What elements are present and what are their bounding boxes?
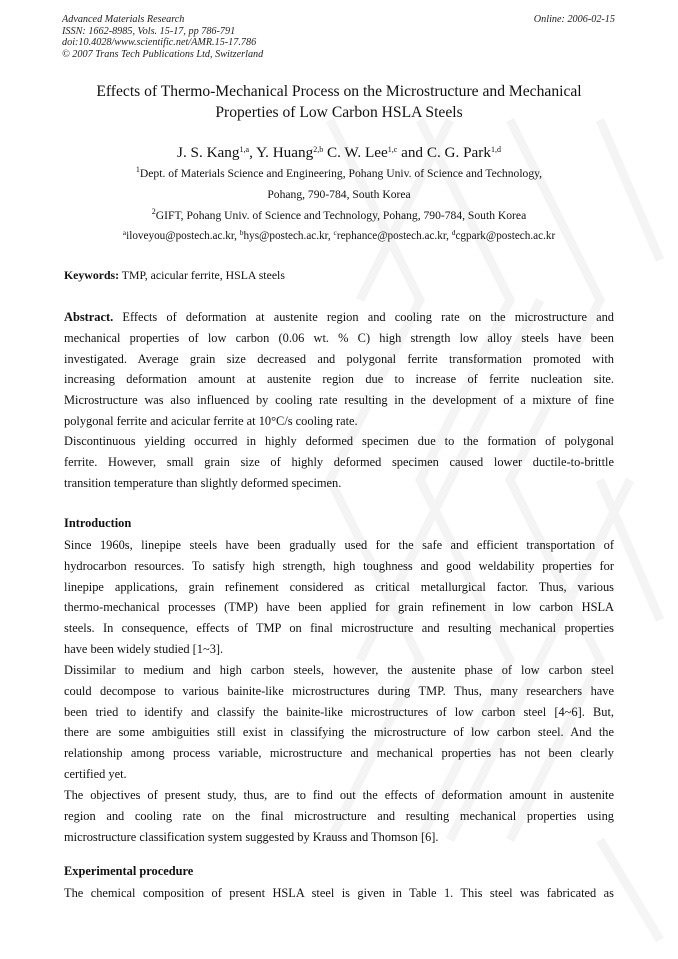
title-line-1: Effects of Thermo-Mechanical Process on the Microstructure and Mechanical	[96, 83, 582, 100]
text-line: could decompose to various bainite-like microstructures during TMP. Thus, many researchers have	[64, 683, 614, 698]
issn-line: ISSN: 1662-8985, Vols. 15-17, pp 786-791	[62, 25, 236, 37]
author-sup: 1,a	[239, 145, 250, 154]
text-line: transition temperature than slightly deformed specimen.	[64, 475, 342, 490]
text-line: hydrocarbon resources. To satisfy high strength, high toughness and good weldability properties for	[64, 558, 614, 573]
text-line: polygonal ferrite and acicular ferrite at 10°C/s cooling rate.	[64, 413, 358, 428]
text-line: increasing deformation amount at austenite region due to increase of ferrite nucleation site.	[64, 372, 614, 387]
text-line: certified yet.	[64, 766, 127, 781]
text-line	[64, 307, 614, 328]
title-line-2: Properties of Low Carbon HSLA Steels	[215, 104, 463, 121]
text-line: Since 1960s, linepipe steels have been gradually used for the safe and efficient transportation of	[64, 538, 614, 552]
author-name: , Y. Huang	[249, 144, 314, 161]
paper-title	[64, 81, 614, 123]
affiliation-sup: 1	[135, 165, 140, 174]
author-sup: 2,b	[313, 145, 324, 154]
affiliation-1	[64, 167, 614, 181]
author-name: C. W. Lee	[323, 144, 388, 161]
author-list	[64, 143, 614, 163]
email-sup: d	[451, 228, 456, 237]
email-address: cgpark@postech.ac.kr	[455, 230, 556, 242]
introduction-paragraph-3	[64, 785, 614, 847]
email-sup: a	[122, 228, 127, 237]
experimental-paragraph-1	[64, 883, 614, 904]
introduction-paragraph-2	[64, 660, 614, 785]
introduction-paragraph-1	[64, 535, 614, 660]
text-line: have been widely studied [1~3].	[64, 641, 224, 656]
text-line: microstructure classification system suggested by Krauss and Thomson [6].	[64, 829, 439, 844]
text-line: steels. In consequence, effects of TMP on final microstructure and resulting mechanical properties	[64, 621, 614, 636]
text-line: thermo-mechanical processes (TMP) have been applied for grain refinement in low carbon HSLA	[64, 600, 614, 615]
text-line: The objectives of present study, thus, are to find out the effects of deformation amount in austenite	[64, 788, 614, 802]
text-line: Discontinuous yielding occurred in highly deformed specimen due to the formation of polygonal	[64, 434, 614, 448]
text-line: relationship among process variable, microstructure and mechanical properties has not been clearly	[64, 746, 614, 761]
email-list	[64, 229, 614, 243]
author-name: and C. G. Park	[397, 144, 491, 161]
abstract-label: Abstract.	[64, 310, 114, 324]
email-sup: b	[239, 228, 244, 237]
text-line: region and cooling rate on the final microstructure and resulting mechanical properties using	[64, 808, 614, 823]
text-line: ferrite. However, small grain size of highly deformed specimen caused lower ductile-to-brittle	[64, 454, 614, 469]
abstract-paragraph-1	[64, 307, 614, 432]
author-sup: 1,c	[387, 145, 398, 154]
text-line: mechanical properties of low carbon (0.06 wt. % C) high strength low alloy steels have been	[64, 330, 614, 345]
text-line: there are some ambiguities still exist in classifying the microstructure of low carbon steel. And the	[64, 725, 614, 740]
text-line: been tried to identify and classify the bainite-like microstructures of low carbon steel [4~6]. But,	[64, 704, 614, 719]
text-line: The chemical composition of present HSLA steel is given in Table 1. This steel was fabricated as	[64, 886, 614, 900]
affiliation-sup: 2	[151, 207, 156, 216]
journal-header	[62, 14, 263, 60]
copyright-line: © 2007 Trans Tech Publications Ltd, Switzerland	[62, 48, 264, 60]
email-address: rephance@postech.ac.kr,	[336, 230, 452, 242]
introduction-heading: Introduction	[64, 516, 132, 530]
keywords-label: Keywords:	[64, 268, 120, 282]
text-line: Microstructure was also influenced by cooling rate resulting in the development of a mixture of fine	[64, 393, 614, 408]
text-line: Dissimilar to medium and high carbon steels, however, the austenite phase of low carbon steel	[64, 663, 614, 677]
text-line: investigated. Average grain size decreased and polygonal ferrite transformation promoted with	[64, 351, 614, 366]
experimental-heading: Experimental procedure	[64, 864, 194, 878]
affiliation-text: GIFT, Pohang Univ. of Science and Technology, Pohang, 790-784, South Korea	[155, 209, 527, 222]
keywords-text: TMP, acicular ferrite, HSLA steels	[119, 268, 285, 282]
affiliation-1-line-2: Pohang, 790-784, South Korea	[267, 188, 411, 201]
author-name: J. S. Kang	[177, 144, 240, 161]
doi-line: doi:10.4028/www.scientific.net/AMR.15-17.786	[62, 37, 257, 48]
journal-name: Advanced Materials Research	[62, 14, 185, 25]
affiliation-2	[64, 209, 614, 223]
keywords-line	[64, 268, 614, 283]
text-span: Effects of deformation at austenite region and cooling rate on the microstructure and	[113, 310, 614, 324]
email-address: iloveyou@postech.ac.kr,	[126, 230, 240, 242]
online-date: Online: 2006-02-15	[533, 14, 615, 25]
affiliation-text: Dept. of Materials Science and Engineering, Pohang Univ. of Science and Technology,	[139, 167, 543, 180]
email-address: hys@postech.ac.kr,	[243, 230, 334, 242]
abstract-paragraph-2	[64, 431, 614, 493]
text-line: linepipe applications, grain refinement considered as critical metallurgical factor. Thus, various	[64, 579, 614, 594]
author-sup: 1,d	[490, 145, 501, 154]
email-sup: c	[333, 228, 337, 237]
